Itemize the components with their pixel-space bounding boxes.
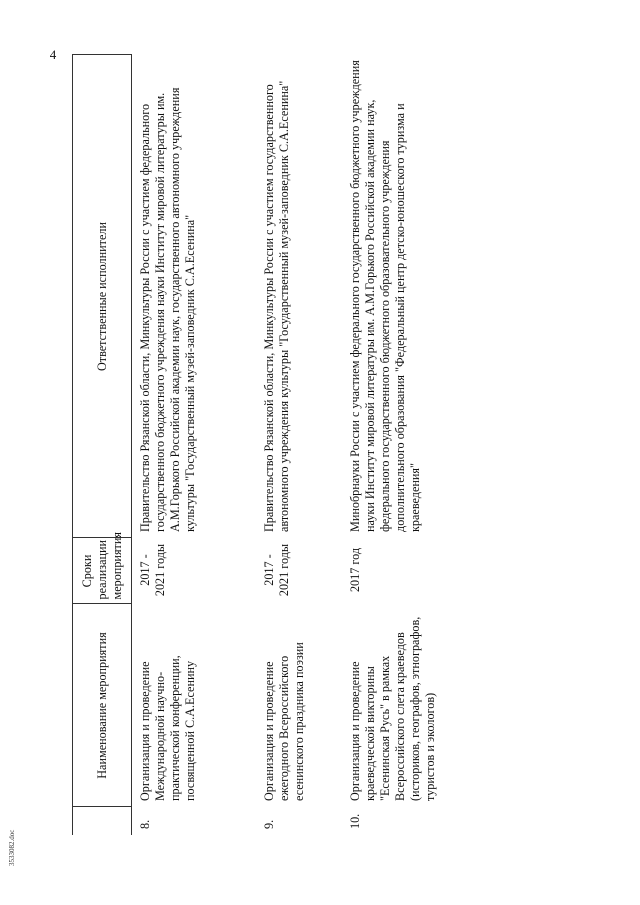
rotated-page bbox=[49, 47, 517, 835]
event-name: Организация и проведение ежегодного Всероссийского есенинского праздника поэзии bbox=[262, 642, 306, 801]
row-number: 10. bbox=[348, 813, 362, 829]
event-term: 2017 год bbox=[348, 547, 362, 593]
page-number: 4 bbox=[49, 47, 57, 62]
header-term: Сроки реализации мероприятия bbox=[73, 538, 132, 604]
event-name: Организация и проведение Международной научно-практической конференции, посвященной С.А.Есенину bbox=[138, 655, 197, 801]
table-row bbox=[342, 55, 500, 835]
document-code: 3533082.doc bbox=[8, 829, 16, 866]
events-table bbox=[72, 55, 500, 836]
event-responsible: Минобрнауки России с участием федерального государственного бюджетного учреждения науки Институт мировой литературы им. А.М.Горького Российской академии наук, федерального государственного бюджетного образовательного учреждения дополнительного образования "Федеральный центр детско-юношеского туризма и краеведения" bbox=[348, 60, 422, 532]
header-responsible: Ответственные исполнители bbox=[73, 55, 132, 538]
table-row bbox=[132, 55, 257, 835]
event-term: 2017 - 2021 годы bbox=[262, 543, 291, 597]
event-term: 2017 - 2021 годы bbox=[138, 543, 167, 597]
event-name: Организация и проведение краеведческой викторины "Есенинская Русь" в рамках Всероссийского слета краеведов (историков, географов, этнографов, туристов и экологов) bbox=[348, 616, 437, 801]
row-number: 9. bbox=[262, 819, 276, 829]
table-row bbox=[256, 55, 342, 835]
table-header-row bbox=[73, 55, 132, 835]
event-responsible: Правительство Рязанской области, Минкультуры России с участием государственного автономного учреждения культуры "Государственный музей-заповедник С.А.Есенина" bbox=[262, 80, 291, 532]
header-name: Наименование мероприятия bbox=[73, 604, 132, 807]
header-num bbox=[73, 807, 132, 835]
row-number: 8. bbox=[138, 819, 152, 829]
event-responsible: Правительство Рязанской области, Минкультуры России с участием федерального государственного бюджетного учреждения науки Институт мировой литературы им. А.М.Горького Российской академии наук, государственного автономного учреждения культуры "Государственный музей-заповедник С.А.Есенина" bbox=[138, 87, 197, 532]
